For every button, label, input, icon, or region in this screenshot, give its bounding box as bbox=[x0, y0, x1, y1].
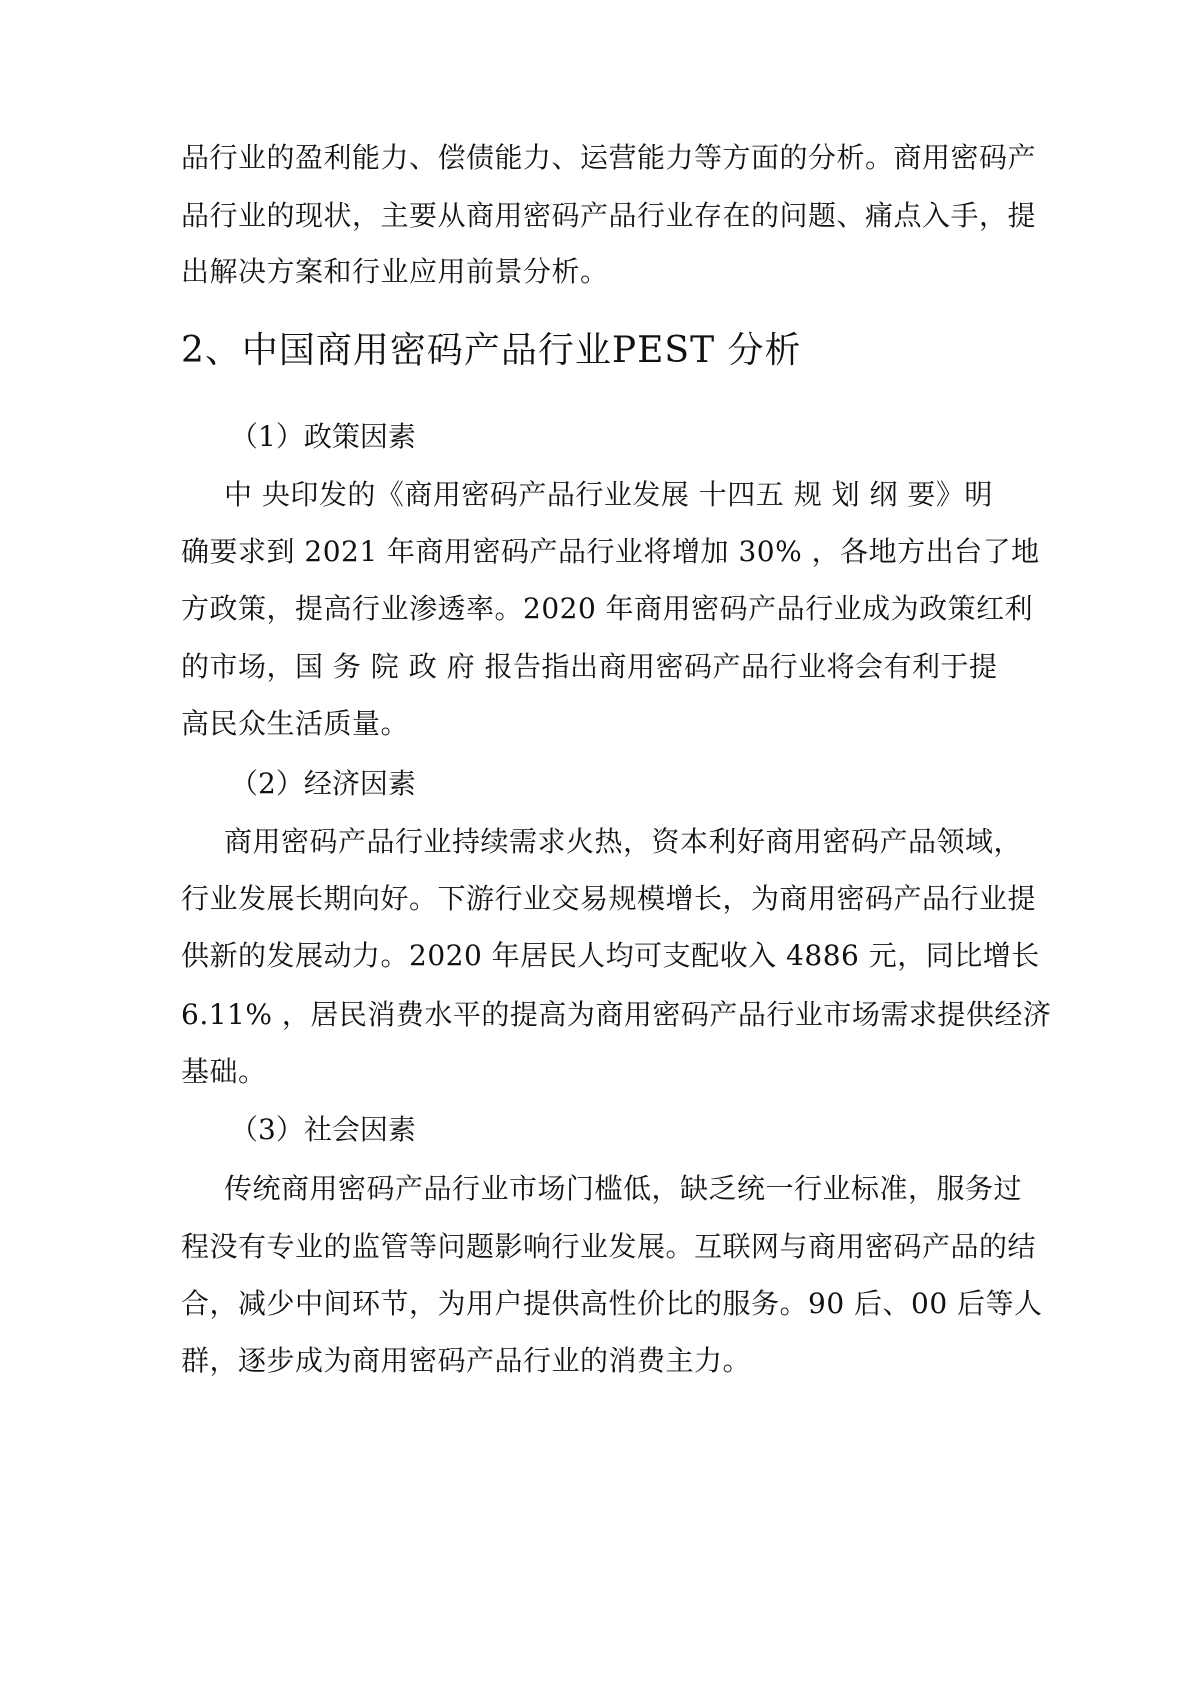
economy-line-5: 基础。 bbox=[181, 1055, 267, 1088]
society-line-1: 传统商用密码产品行业市场门槛低，缺乏统一行业标准，服务过 bbox=[224, 1172, 1023, 1205]
intro-line-2: 品行业的现状，主要从商用密码产品行业存在的问题、痛点入手，提 bbox=[181, 199, 1037, 232]
intro-line-1: 品行业的盈利能力、偿债能力、运营能力等方面的分析。商用密码产 bbox=[181, 141, 1037, 174]
intro-line-3: 出解决方案和行业应用前景分析。 bbox=[181, 255, 609, 288]
policy-line-2: 确要求到 2021 年商用密码产品行业将增加 30% ，各地方出台了地 bbox=[181, 535, 1040, 568]
policy-line-4: 的市场，国 务 院 政 府 报告指出商用密码产品行业将会有利于提 bbox=[181, 650, 998, 683]
policy-line-1: 中 央印发的《商用密码产品行业发展 十四五 规 划 纲 要》明 bbox=[224, 478, 993, 511]
society-line-3: 合，减少中间环节，为用户提供高性价比的服务。90 后、00 后等人 bbox=[181, 1287, 1043, 1320]
policy-line-5: 高民众生活质量。 bbox=[181, 707, 410, 740]
economy-line-2: 行业发展长期向好。下游行业交易规模增长，为商用密码产品行业提 bbox=[181, 882, 1037, 915]
economy-line-1: 商用密码产品行业持续需求火热，资本利好商用密码产品领域， bbox=[224, 825, 1023, 858]
economy-line-3: 供新的发展动力。2020 年居民人均可支配收入 4886 元，同比增长 bbox=[181, 939, 1040, 972]
policy-line-3: 方政策，提高行业渗透率。2020 年商用密码产品行业成为政策红利 bbox=[181, 592, 1034, 625]
society-line-2: 程没有专业的监管等问题影响行业发展。互联网与商用密码产品的结 bbox=[181, 1230, 1037, 1263]
society-line-4: 群，逐步成为商用密码产品行业的消费主力。 bbox=[181, 1344, 752, 1377]
economy-subheading: （2）经济因素 bbox=[230, 767, 416, 800]
society-subheading: （3）社会因素 bbox=[230, 1113, 416, 1146]
section-heading: 2、中国商用密码产品行业PEST 分析 bbox=[181, 330, 802, 371]
policy-subheading: （1）政策因素 bbox=[230, 420, 416, 453]
economy-line-4: 6.11% ，居民消费水平的提高为商用密码产品行业市场需求提供经济 bbox=[181, 998, 1052, 1031]
